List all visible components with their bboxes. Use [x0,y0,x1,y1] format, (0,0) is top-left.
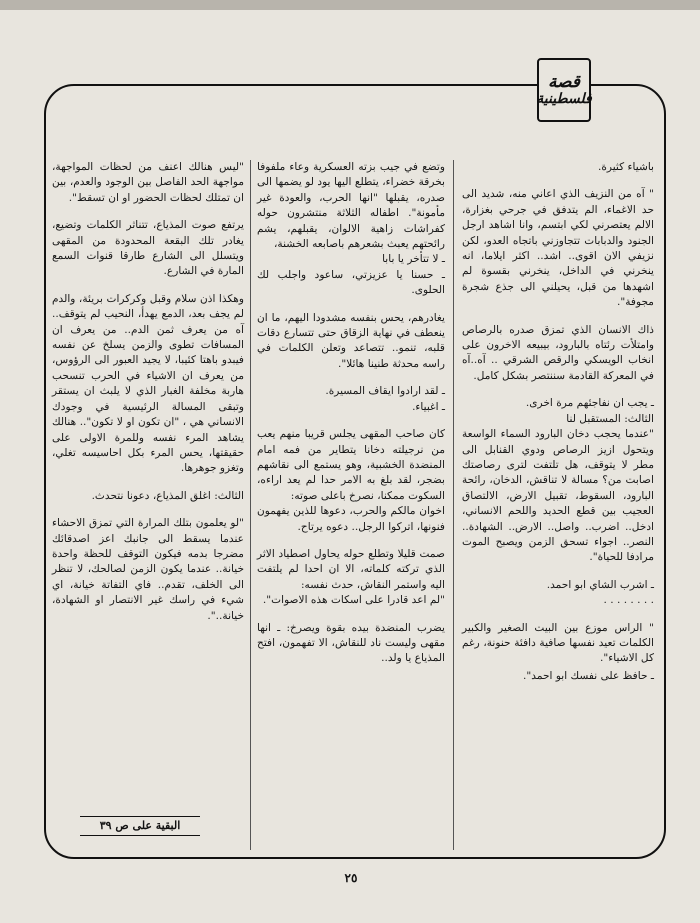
column-divider-left [250,160,251,850]
paragraph: ـ اغبياء. [412,400,445,413]
text-column-left [52,160,244,636]
text-column-right [462,160,654,696]
text-column-middle [257,160,445,679]
paragraph: " آه من النزيف الذي اعاني منه، شديد الى حد الاغماء، الم يتدفق في جرحي بغزارة، الالم يعتصرني لكي ابتسم، وانا اشاهد ارجل الجنود والدبابات تتجاوزني باتجاه العدو، لكن نزيفي الان اقوى.. اشد.. اكثر ايلاما، انه ينخرني في الداخل، ينخرني بقسوة لم اشهدها من قبل، يحيلني الى جذع شجرة مجوفة". [462,188,654,309]
paragraph: ـ يجب ان نفاجئهم مرة اخرى. [525,397,654,410]
paragraph: ـ لا تتأخر يا بابا [382,253,445,266]
continued-on-page-note: البقية على ص ٣٩ [80,816,200,836]
paragraph: ـ حافظ على نفسك ابو احمد". [523,669,654,682]
paragraph: كان صاحب المقهى يجلس قريبا منهم يعب من نرجيلته دخانا يتطاير من فمه امام المنضدة الخشبية، وهو يستمع الى نقاشهم بضجر، لقد بلغ به الامر حدا لم يعد اراءه، السكوت ممكنا، نصرخ باعلى صوته: [257,428,445,502]
paragraph: باشياء كثيرة. [597,161,654,173]
paragraph: وهكذا اذن سلام وقبل وكركرات بريئة، والدم لم يجف بعد، الدمع يهدأ، النحيب لم يتوقف.. آه من يعرف ثمن الدم.. من يعرف ان المسافات تطوى والزمن يسلخ عن نفسه فيبدو باهتا كئيبا، لا يجيد العبور الى الرؤوس، من يعرف ان الاشياء في الحرب تنسحب هاربة مخلفة الغبار الذي لا يلبث ان يستقر وتبقى المسالة الرئيسية في وجودك الانساني هي ، "ان تكون او لا تكون".. هنالك يشاهد المرء نفسه وللمرة الاولى على حقيقتها، يحس المرء بكل احاسيسه تغلي، وتغزو جوهرها. [52,292,244,475]
paragraph: الثالث: اغلق المذياع، دعونا نتحدث. [91,489,244,502]
paragraph: اخوان مالكم والحرب، دعوها للذين يفهمون فنونها، اتركوا الرجل.. دعوه يرتاح. [257,505,445,533]
section-logo-line2: فلسطينية [536,90,592,107]
paragraph: صمت قليلا وتطلع حوله يحاول اصطياد الاثر الذي تركته كلماته، الا ان احدا لم يلتفت اليه واستمر النقاش، حدث نفسه: [257,547,445,591]
paragraph: يضرب المنضدة بيده بقوة ويصرخ: ـ انها مقهى وليست ناد للنقاش، الا تفهمون، افتح المذياع يا ولد.. [257,621,445,665]
paragraph: "لو يعلمون بتلك المرارة التي تمزق الاحشاء عندما يسقط الى جانبك اعز اصدقائك مضرجا بدمه فيكون التوقف للحظة واحدة خيانة.. عندما يكون الزمن لصالحك، لا تنظر الى الخلف، تقدم.. فاي التفاتة خيانة، اي شيء في راسك غير الانتصار او الشهادة، خيانة..". [52,517,244,622]
paragraph: وتضع في جيب بزته العسكرية وعاء ملفوفا بخرقة خضراء، يتطلع اليها يود لو يضمها الى صدره، يقبلها "انها الحرب، والعودة غير مأمونة". اطفاله الثلاثة منتشرون حوله كفراشات زاهية الالوان، يقبلهم، يشم رائحتهم يعبث بشعرهم باصابعه الخشنة، [257,161,445,251]
paragraph: الثالث: المستقبل لنا [566,412,654,425]
page-number: ٢٥ [344,871,358,885]
column-divider-right [453,160,454,850]
paragraph: "لم اعد قادرا على اسكات هذه الاصوات". [262,594,445,607]
paragraph: ـ اشرب الشاي ابو احمد. . . . . . . . . [546,578,654,607]
paragraph: " الراس موزع بين البيت الصغير والكبير الكلمات تعيد نفسها صافية دافئة حنونة، رغم كل الاشياء". [462,621,654,665]
scan-top-edge [0,0,700,10]
paragraph: "عندما يحجب دخان البارود السماء الواسعة ويتحول ازيز الرصاص ودوي القنابل الى مطر لا يتوقف، هل تلتفت لترى رصاصتك اصابت من؟ مسالة لا تناقش، الدخان، رائحة البارود، السقوط، تقبيل الارض، الالتصاق العجيب بين قطع الحديد واللحم الانساني، ادخل.. اضرب.. واصل.. الارض.. الشهادة.. النصر.. اجواء تسحق الزمن ويصبح الموت مرادفا للحياة". [462,428,654,564]
section-logo-line1: قصة [548,71,580,92]
paragraph: ـ حسنا يا عزيزتي، ساعود واجلب لك الحلوى. [257,268,445,297]
paragraph: ذاك الانسان الذي تمزق صدره بالرصاص وامتلأت رئتاه بالبارود، بيبيعه الاخرون على انخاب الويسكي والرقص الشرقي .. آه..آه في المعركة القادمة سننتصر بشكل كامل. [462,323,654,382]
paragraph: ـ لقد ارادوا ايقاف المسيرة. [325,385,445,398]
section-logo [537,58,591,122]
paragraph: يغادرهم، يحس بنفسه مشدودا اليهم، ما ان ينعطف في نهاية الزقاق حتى تتسارع دقات قلبه، تنمو.. تتصاعد وتعلن الكلمات في راسه محدثة طنينا هائلا". [257,311,445,370]
paragraph: "ليس هنالك اعنف من لحظات المواجهة، مواجهة الحد الفاصل بين الوجود والعدم، بين ان تمتلك لحظات الحضور او ان تسقط". [52,161,244,204]
paragraph: يرتفع صوت المذياع، تتناثر الكلمات وتضيع، يغادر تلك البقعة المحدودة من المقهى ويتسلل الى الشارع طارقا قنوات السمع المارة في الشارع. [52,219,244,278]
